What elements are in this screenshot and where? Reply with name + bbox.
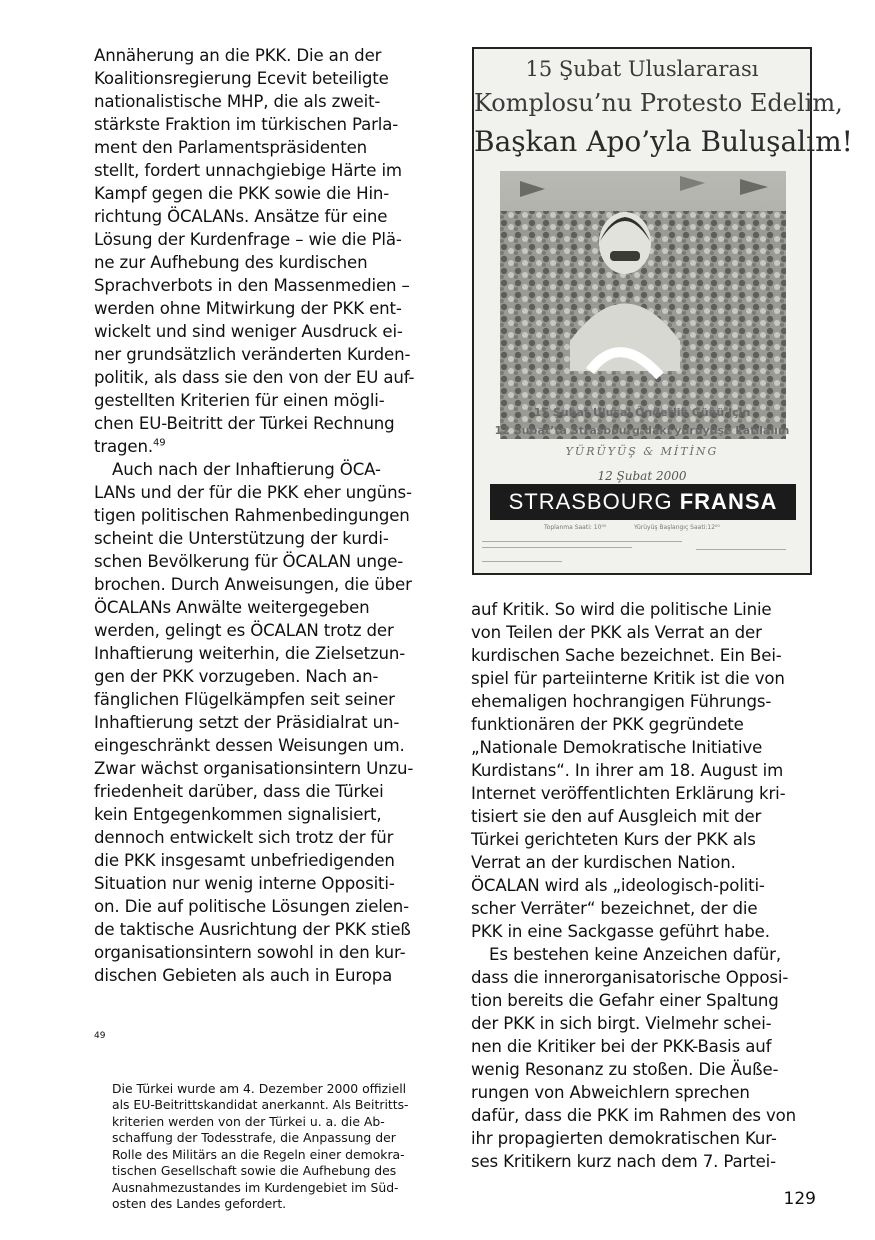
poster-banner-city: STRASBOURG [508,489,673,514]
text-line: Annäherung an die PKK. Die an der [94,46,382,65]
text-line: ehemaligen hochrangigen Führungs- [471,692,772,711]
poster-banner [490,484,796,520]
poster-fineprint-rule [696,549,786,550]
text-line: werden, gelingt es ÖCALAN trotz der [94,621,394,640]
poster-small-1: Toplanma Saati: 10⁰⁰ [544,524,607,531]
text-line: Es bestehen keine Anzeichen dafür, [489,945,781,964]
text-line: scheint die Unterstützung der kurdi- [94,529,389,548]
text-line: die PKK insgesamt unbefriedigenden [94,851,395,870]
text-line: wenig Resonanz zu stoßen. Die Äuße- [471,1060,779,1079]
text-line: on. Die auf politische Lösungen zielen- [94,897,410,916]
text-line: scher Verräter“ bezeichnet, der die [471,899,758,918]
text-line: Verrat an der kurdischen Nation. [471,853,736,872]
text-line: stärkste Fraktion im türkischen Parla- [94,115,399,134]
text-line: ÖCALANs Anwälte weitergegeben [94,598,370,617]
text-line: schaffung der Todesstrafe, die Anpassung der [112,1130,396,1145]
text-line: tisiert sie den auf Ausgleich mit der [471,807,762,826]
text-line: eingeschränkt dessen Weisungen um. [94,736,405,755]
text-line-content: tragen. [94,437,153,456]
text-line: Inhaftierung weiterhin, die Zielsetzun- [94,644,406,663]
footnote-number: 49 [94,1031,106,1041]
text-line: Ausnahmezustandes im Kurdengebiet im Süd- [112,1179,399,1195]
text-line: von Teilen der PKK als Verrat an der [471,623,762,642]
footnote-reference: 49 [152,437,166,449]
text-line: Lösung der Kurdenfrage – wie die Plä- [94,230,402,249]
text-line: wickelt und sind weniger Ausdruck ei- [94,322,403,341]
poster-banner-country: FRANSA [679,489,778,514]
text-line: als EU-Beitrittskandidat anerkannt. Als Beitritts- [112,1097,409,1112]
text-line: werden ohne Mitwirkung der PKK ent- [94,299,402,318]
text-line: stellt, fordert unnachgiebige Härte im [94,161,402,180]
text-line: ihr propagierten demokratischen Kur- [471,1129,777,1148]
text-line: Türkei gerichteten Kurs der PKK als [471,830,756,849]
page-number: 129 [783,1189,816,1209]
text-line: Kurdistans“. In ihrer am 18. August im [471,761,784,780]
poster-fineprint-rule [482,547,632,548]
text-line: Zwar wächst organisationsintern Unzu- [94,759,414,778]
poster-headline-1: 15 Şubat Uluslararası [525,57,759,81]
text-line [94,435,444,458]
text-line: ses Kritikern kurz nach dem 7. Partei- [471,1152,776,1171]
text-line: dischen Gebieten als auch in Europa [94,966,393,985]
text-line: Rolle des Militärs an die Regeln einer demokra- [112,1146,405,1162]
poster-line-2: 12 Şubat’ta Strasbourg’daki yürüyüşe katılalım [494,424,790,437]
poster-fineprint-rule [482,541,682,542]
text-line: dafür, dass die PKK im Rahmen des von [471,1106,797,1125]
poster-date: 12 Şubat 2000 [597,469,687,483]
text-line: ment den Parlamentspräsidenten [94,138,368,157]
text-line: ÖCALAN wird als „ideologisch-politi- [471,876,765,895]
poster-small-2: Yürüyüş Başlangıç Saati:12⁰⁰ [634,524,720,531]
text-line: kurdischen Sache bezeichnet. Ein Bei- [471,646,782,665]
text-line: chen EU-Beitritt der Türkei Rechnung [94,414,395,433]
text-line: osten des Landes gefordert. [112,1196,287,1211]
text-line: rungen von Abweichlern sprechen [471,1083,750,1102]
text-line: „Nationale Demokratische Initiative [471,738,763,757]
text-line: LANs und der für die PKK eher ungüns- [94,483,412,502]
text-line: dass die innerorganisatorische Opposi- [471,968,789,987]
text-line: kein Entgegenkommen signalisiert, [94,805,382,824]
text-line: tigen politischen Rahmenbedingungen [94,506,410,525]
poster-line-3: YÜRÜYÜŞ & MİTİNG [565,445,719,458]
text-line: Inhaftierung setzt der Präsidialrat un- [94,713,400,732]
text-line: tion bereits die Gefahr einer Spaltung [471,991,779,1010]
text-line: richtung ÖCALANs. Ansätze für eine [94,207,388,226]
text-line: nationalistische MHP, die als zweit- [94,92,381,111]
text-line: politik, als dass sie den von der EU auf- [94,368,415,387]
text-line: dennoch entwickelt sich trotz der für [94,828,394,847]
text-line: organisationsintern sowohl in den kur- [94,943,406,962]
poster-fineprint-rule [482,561,562,562]
text-line: tischen Gesellschaft sowie die Aufhebung des [112,1163,397,1178]
text-line: PKK in eine Sackgasse geführt habe. [471,922,770,941]
poster-headline-3: Başkan Apo’yla Buluşalım! [474,125,853,158]
text-line: ne zur Aufhebung des kurdischen [94,253,368,272]
text-line: kriterien werden von der Türkei u. a. die Ab- [112,1113,385,1129]
protest-poster-image [472,47,853,575]
text-line: funktionären der PKK gegründete [471,715,744,734]
poster-line-1: 15 Şubat Ulusal Önderlik Günü İçin [533,406,751,419]
text-line: Situation nur wenig interne Oppositi- [94,874,395,893]
text-line: Die Türkei wurde am 4. Dezember 2000 offiziell [112,1080,407,1096]
text-line: gen der PKK vorzugeben. Nach an- [94,667,379,686]
text-line: Sprachverbots in den Massenmedien – [94,276,410,295]
text-line: de taktische Ausrichtung der PKK stieß [94,920,411,939]
text-line: spiel für parteiinterne Kritik ist die von [471,669,785,688]
text-line: Koalitionsregierung Ecevit beteiligte [94,69,389,88]
text-line: ner grundsätzlich veränderten Kurden- [94,345,411,364]
right-column-text [471,598,821,1173]
text-line: der PKK in sich birgt. Vielmehr schei- [471,1014,772,1033]
poster-headline-2: Komplosu’nu Protesto Edelim, [474,89,843,117]
text-line: friedenheit darüber, dass die Türkei [94,782,384,801]
text-line: Auch nach der Inhaftierung ÖCA- [112,460,381,479]
text-line: auf Kritik. So wird die politische Linie [471,600,772,619]
footnote-body [112,1081,434,1213]
text-line: Internet veröffentlichten Erklärung kri- [471,784,786,803]
text-line: fänglichen Flügelkämpfen seit seiner [94,690,395,709]
left-column-text [94,44,444,987]
text-line: brochen. Durch Anweisungen, die über [94,575,412,594]
text-line: Kampf gegen die PKK sowie die Hin- [94,184,390,203]
footnote [94,1031,434,1229]
text-line: gestellten Kriterien für einen mögli- [94,391,385,410]
text-line: nen die Kritiker bei der PKK-Basis auf [471,1037,772,1056]
poster-crowd-photo [500,171,786,439]
text-line: schen Bevölkerung für ÖCALAN unge- [94,552,404,571]
